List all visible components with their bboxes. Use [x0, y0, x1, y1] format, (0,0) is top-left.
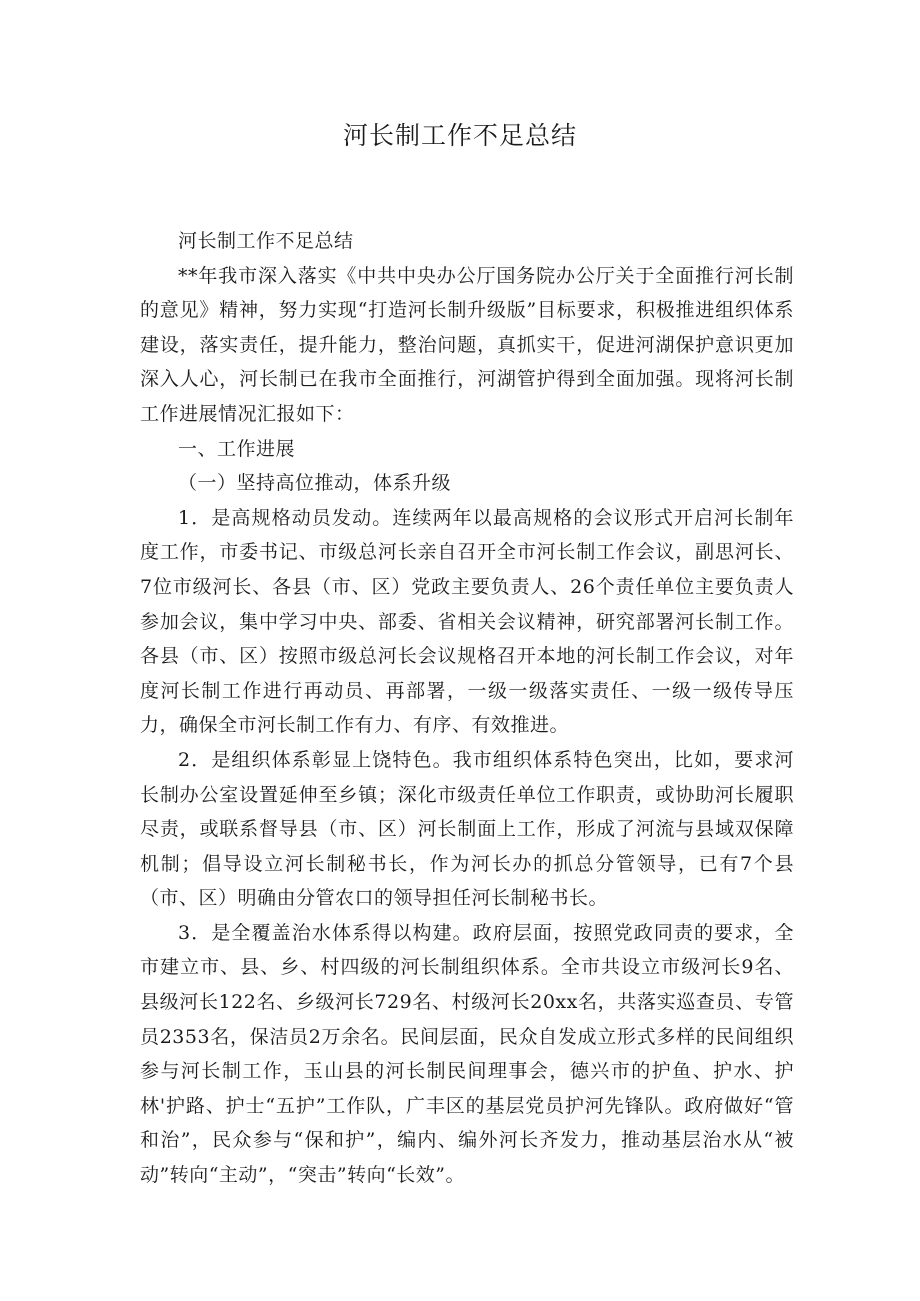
- section-heading: 一、工作进展: [178, 437, 296, 460]
- document-title: 河长制工作不足总结: [342, 121, 577, 150]
- subsection-heading: （一）坚持高位推动，体系升级: [178, 472, 452, 495]
- body-paragraph-1: 1．是高规格动员发动。连续两年以最高规格的会议形式开启河长制年度工作，市委书记、市级总河长亲自召开全市河长制工作会议，副思河长、7位市级河长、各县（市、区）党政主要负责人、26个责任单位主要负责人参加会议，集中学习中央、部委、省相关会议精神，研究部署河长制工作。各县（市、区）按照市级总河长会议规格召开本地的河长制工作会议，对年度河长制工作进行再动员、再部署，一级一级落实责任、一级一级传导压力，确保全市河长制工作有力、有序、有效推进。: [140, 506, 794, 737]
- body-paragraph-3: 3．是全覆盖治水体系得以构建。政府层面，按照党政同责的要求，全市建立市、县、乡、村四级的河长制组织体系。全市共设立市级河长9名、县级河长122名、乡级河长729名、村级河长20xx名，共落实巡查员、专管员2353名，保洁员2万余名。民间层面，民众自发成立形式多样的民间组织参与河长制工作，玉山县的河长制民间理事会，德兴市的护鱼、护水、护林'护路、护士“五护”工作队，广丰区的基层党员护河先锋队。政府做好“管和治”，民众参与“保和护”，编内、编外河长齐发力，推动基层治水从“被动”转向“主动”，“突击”转向“长效”。: [140, 921, 794, 1187]
- subtitle-paragraph: 河长制工作不足总结: [178, 230, 354, 252]
- body-paragraph-2: 2．是组织体系彰显上饶特色。我市组织体系特色突出，比如，要求河长制办公室设置延伸至乡镇；深化市级责任单位工作职责，或协助河长履职尽责，或联系督导县（市、区）河长制面上工作，形成了河流与县域双保障机制；倡导设立河长制秘书长，作为河长办的抓总分管领导，已有7个县（市、区）明确由分管农口的领导担任河长制秘书长。: [140, 748, 794, 910]
- document-body: [140, 224, 794, 1193]
- intro-paragraph: **年我市深入落实《中共中央办公厅国务院办公厅关于全面推行河长制的意见》精神，努力实现“打造河长制升级版”目标要求，积极推进组织体系建设，落实责任，提升能力，整治问题，真抓实干，促进河湖保护意识更加深入人心，河长制已在我市全面推行，河湖管护得到全面加强。现将河长制工作进展情况汇报如下：: [140, 264, 794, 425]
